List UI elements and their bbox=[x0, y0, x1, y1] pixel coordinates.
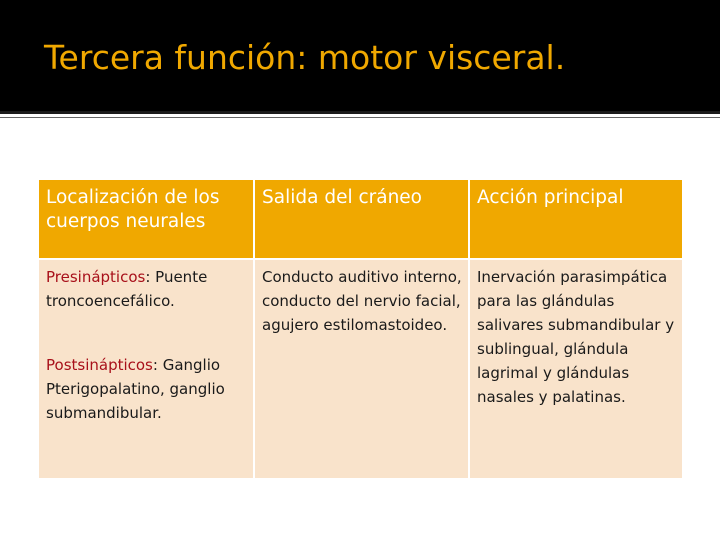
function-table bbox=[39, 180, 682, 478]
header-exit bbox=[254, 180, 469, 259]
cell-action bbox=[469, 259, 682, 478]
table-row bbox=[39, 259, 682, 478]
title-divider-thin bbox=[0, 117, 720, 118]
postsynaptic-term: Postsinápticos bbox=[46, 356, 153, 374]
cell-location bbox=[39, 259, 254, 478]
presynaptic-text: : Puente troncoencefálico. bbox=[46, 268, 208, 310]
header-action-label: Acción principal bbox=[477, 187, 624, 208]
postsynaptic-text: : Ganglio Pterigopalatino, ganglio submandibular. bbox=[46, 356, 225, 422]
presynaptic-term: Presinápticos bbox=[46, 268, 146, 286]
exit-text: Conducto auditivo interno, conducto del nervio facial, agujero estilomastoideo. bbox=[262, 268, 462, 334]
slide-title: Tercera función: motor visceral. bbox=[44, 38, 566, 77]
cell-exit bbox=[254, 259, 469, 478]
location-text bbox=[39, 260, 253, 425]
paragraph-gap bbox=[46, 313, 249, 353]
title-bar bbox=[0, 0, 720, 111]
header-location bbox=[39, 180, 254, 259]
table-header-row bbox=[39, 180, 682, 259]
action-text: Inervación parasimpática para las glándulas salivares submandibular y sublingual, glándula lagrimal y glándulas nasales y palatinas. bbox=[477, 268, 675, 406]
header-exit-label: Salida del cráneo bbox=[262, 187, 423, 208]
header-action bbox=[469, 180, 682, 259]
title-divider-thick bbox=[0, 111, 720, 114]
header-location-label: Localización de los cuerpos neurales bbox=[46, 187, 220, 232]
